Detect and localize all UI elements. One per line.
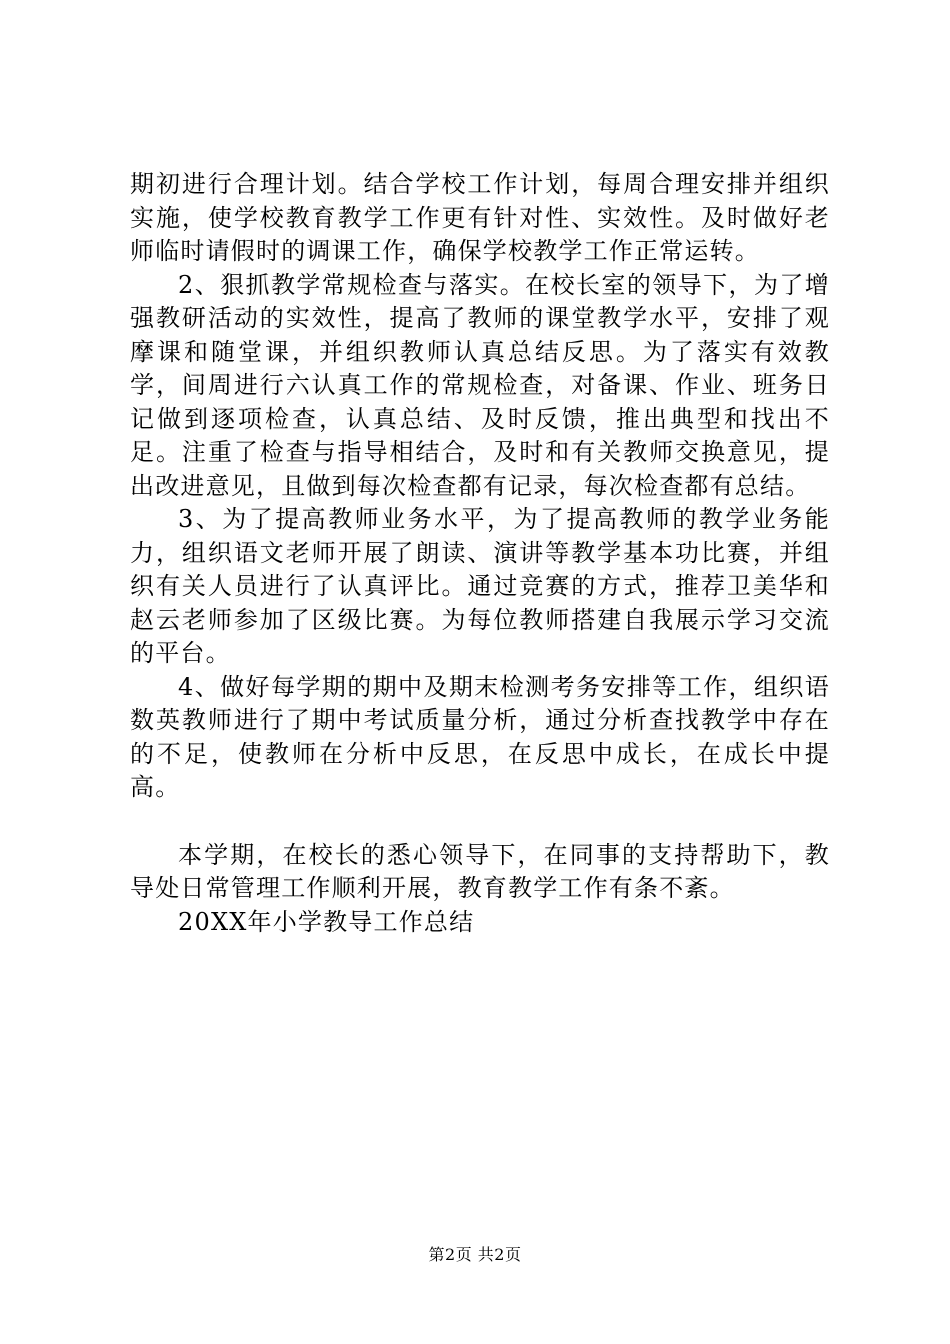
paragraph-item-3: 3、为了提高教师业务水平，为了提高教师的教学业务能力，组织语文老师开展了朗读、演讲等教学基本功比赛，并组织有关人员进行了认真评比。通过竞赛的方式，推荐卫美华和赵云老师参加了区级比赛。为每位教师搭建自我展示学习交流的平台。: [130, 505, 830, 667]
paragraph-summary: 本学期，在校长的悉心领导下，在同事的支持帮助下，教导处日常管理工作顺利开展，教育教学工作有条不紊。: [130, 840, 830, 902]
document-body: [130, 168, 830, 939]
page-number-footer: 第2页 共2页: [428, 1245, 522, 1264]
paragraph-continuation: 期初进行合理计划。结合学校工作计划，每周合理安排并组织实施，使学校教育教学工作更有针对性、实效性。及时做好老师临时请假时的调课工作，确保学校教学工作正常运转。: [130, 170, 830, 265]
document-title-line: 20XX年小学教导工作总结: [178, 907, 475, 936]
paragraph-item-4: 4、做好每学期的期中及期末检测考务安排等工作，组织语数英教师进行了期中考试质量分析，通过分析查找教学中存在的不足，使教师在分析中反思，在反思中成长，在成长中提高。: [130, 672, 830, 801]
paragraph-item-2: 2、狠抓教学常规检查与落实。在校长室的领导下，为了增强教研活动的实效性，提高了教师的课堂教学水平，安排了观摩课和随堂课，并组织教师认真总结反思。为了落实有效教学，间周进行六认真工作的常规检查，对备课、作业、班务日记做到逐项检查，认真总结、及时反馈，推出典型和找出不足。注重了检查与指导相结合，及时和有关教师交换意见，提出改进意见，且做到每次检查都有记录，每次检查都有总结。: [130, 270, 830, 500]
